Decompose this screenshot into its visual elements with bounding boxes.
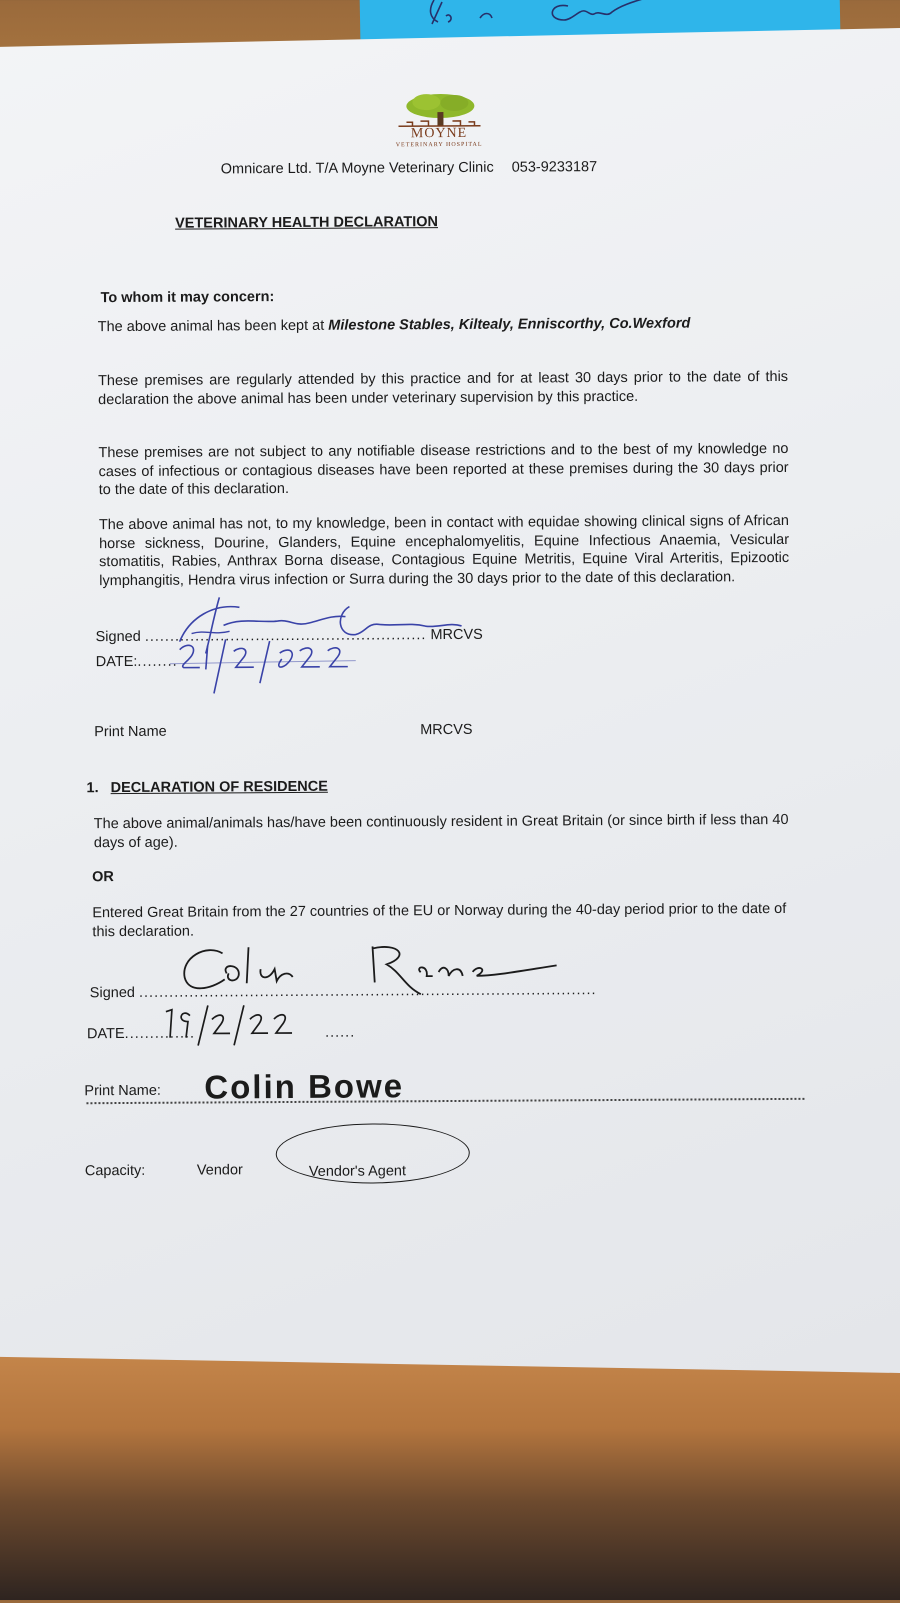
capacity-vendor: Vendor — [196, 1162, 243, 1179]
resident-paragraph: The above animal/animals has/have been continuously resident in Great Britain (or since birth if less than 40 days of age). — [93, 811, 789, 851]
vet-signed-label: Signed — [95, 628, 141, 646]
vet-print-mrcvs: MRCVS — [420, 721, 473, 739]
owner-signed-dots: ........................................................................................... — [138, 982, 597, 1001]
capacity-label: Capacity: — [84, 1162, 146, 1180]
contact-paragraph: The above animal has not, to my knowledge, been in contact with equidae showing clinical signs of African horse sickness, Dourine, Glanders, Equine encephalomyelitis, Equine Infectious Anaemia, Vesicular stomatitis, Rabies, Anthrax Borna disease, Contagious Equine Metritis, Equine Viral Arteritis, Epizootic lymphangitis, Hendra virus infection or Surra during the 30 days prior to the date of this declaration. — [98, 512, 790, 589]
print-name-rule — [86, 1098, 804, 1104]
logo-subtitle: VETERINARY HOSPITAL — [395, 141, 483, 149]
or-label: OR — [92, 869, 114, 886]
vet-mrcvs: MRCVS — [430, 626, 483, 644]
residence-heading — [86, 778, 327, 798]
kept-at-paragraph — [98, 314, 698, 336]
entered-paragraph: Entered Great Britain from the 27 countries of the EU or Norway during the 40-day period prior to the date of this declaration. — [92, 900, 787, 940]
residence-title: DECLARATION OF RESIDENCE — [110, 778, 328, 797]
declaration-title: VETERINARY HEALTH DECLARATION — [175, 214, 439, 232]
practice-line — [221, 159, 598, 177]
practice-name: Omnicare Ltd. T/A Moyne Veterinary Clinic — [220, 159, 494, 178]
owner-date-dots-post: ...... — [324, 1024, 356, 1041]
vet-print-name-label: Print Name — [94, 723, 167, 741]
kept-prefix: The above animal has been kept at — [97, 317, 329, 336]
owner-signed-label: Signed — [89, 984, 135, 1002]
owner-print-name-handwritten: Colin Bowe — [204, 1067, 405, 1106]
capacity-vendors-agent: Vendor's Agent — [308, 1163, 407, 1180]
vet-signed-dots: ........................................................ — [144, 627, 427, 645]
logo-name: MOYNE — [410, 125, 468, 142]
owner-print-name-label: Print Name: — [84, 1082, 161, 1100]
kept-location: Milestone Stables, Kiltealy, Enniscorthy, Co.Wexford — [328, 315, 691, 334]
vet-date-dots: ........ — [137, 653, 178, 670]
residence-number: 1. — [86, 780, 99, 797]
supervision-paragraph: These premises are regularly attended by this practice and for at least 30 days prior to the date of this declaration the above animal has been under veterinary supervision by this practice. — [97, 368, 789, 408]
owner-date-label: DATE — [86, 1025, 125, 1043]
clinic-logo — [376, 92, 501, 155]
vet-date-line — [96, 653, 178, 672]
vet-date-handwritten-img — [170, 636, 370, 697]
restrictions-paragraph: These premises are not subject to any notifiable disease restrictions and to the best of my knowledge no cases of infectious or contagious diseases have been reported at these premises during the 30 days prior to the date of this declaration. — [98, 440, 789, 499]
practice-phone: 053-9233187 — [511, 159, 598, 176]
owner-date-handwritten-img — [160, 1001, 310, 1052]
vet-date-label: DATE: — [95, 653, 138, 671]
salutation: To whom it may concern: — [100, 289, 275, 307]
owner-date-dots-pre: .............. — [124, 1025, 196, 1042]
